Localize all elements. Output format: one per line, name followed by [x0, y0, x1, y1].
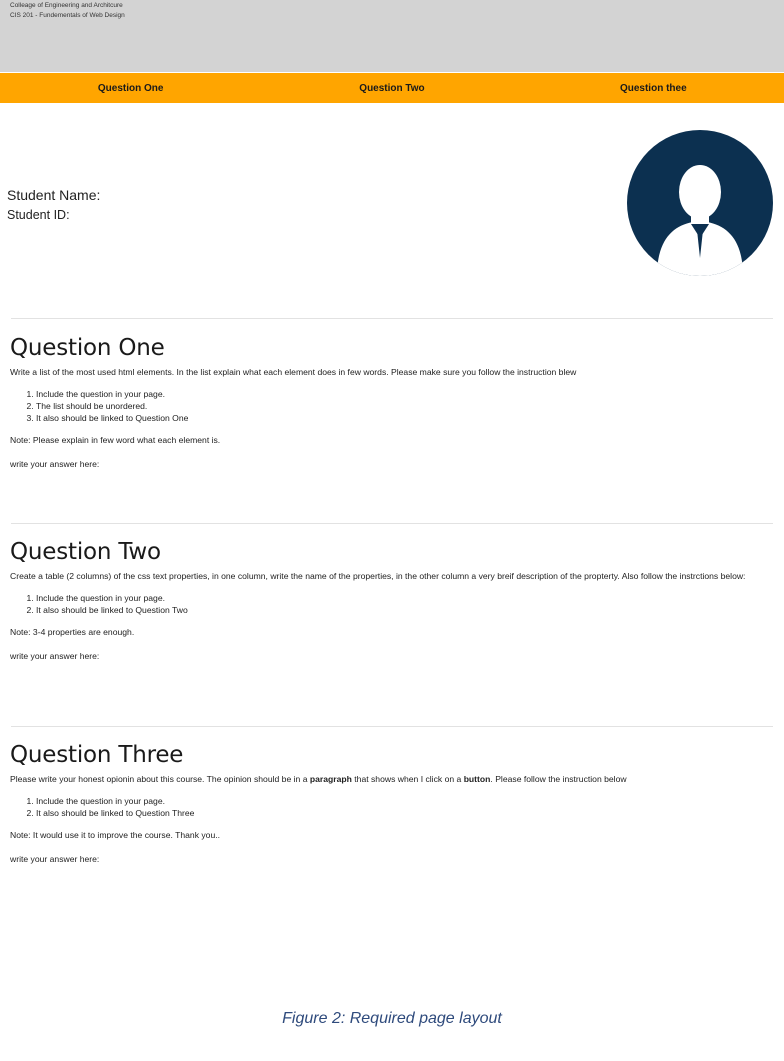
question-two-title: Question Two: [10, 539, 161, 565]
divider: [11, 318, 773, 319]
question-three-answer: write your answer here:: [10, 854, 100, 864]
user-avatar-icon: [627, 130, 773, 276]
text-span: that shows when I click on a: [351, 774, 464, 784]
question-two-note: Note: 3-4 properties are enough.: [10, 627, 135, 637]
bold-paragraph-word: paragraph: [309, 774, 352, 784]
nav-link-question-one[interactable]: Question One: [97, 82, 164, 94]
figure-caption: Figure 2: Required page layout: [282, 1010, 502, 1027]
nav-bar: [0, 73, 784, 103]
college-name: Colleage of Engineering and Architcure: [10, 2, 123, 9]
question-one-instructions: [10, 388, 774, 424]
list-item: 2. It also should be linked to Question Two: [36, 604, 774, 616]
student-id-label: Student ID:: [7, 208, 70, 222]
question-two-section: [10, 537, 774, 663]
avatar: [627, 130, 773, 276]
question-two-answer: write your answer here:: [10, 651, 100, 661]
question-three-text: [10, 773, 774, 786]
divider: [11, 726, 773, 727]
question-one-text: Write a list of the most used html elements. In the list explain what each element does in few words. Please make sure you follow the instruction blew: [10, 367, 577, 377]
question-one-answer: write your answer here:: [10, 459, 100, 469]
question-two-instructions: [10, 592, 774, 616]
nav-link-question-three[interactable]: Question thee: [619, 82, 687, 94]
question-one-section: [10, 333, 774, 471]
question-three-section: [10, 740, 774, 866]
bold-button-word: button: [463, 774, 491, 784]
question-one-note: Note: Please explain in few word what each element is.: [10, 435, 221, 445]
nav-link-question-two[interactable]: Question Two: [359, 82, 425, 94]
question-three-note: Note: It would use it to improve the course. Thank you..: [10, 830, 221, 840]
question-three-instructions: [10, 795, 774, 819]
question-three-title: Question Three: [10, 742, 184, 768]
page-header: [0, 0, 784, 72]
list-item: 1. Include the question in your page.: [36, 592, 774, 604]
list-item: 2. The list should be unordered.: [36, 400, 774, 412]
course-name: CIS 201 - Fundementals of Web Design: [10, 12, 125, 19]
question-one-title: Question One: [10, 335, 165, 361]
list-item: 1. Include the question in your page.: [36, 795, 774, 807]
text-span: Please write your honest opionin about this course. The opinion should be in a: [10, 774, 310, 784]
student-name-label: Student Name:: [7, 187, 101, 203]
text-span: . Please follow the instruction below: [490, 774, 627, 784]
list-item: 3. It also should be linked to Question One: [36, 412, 774, 424]
list-item: 2. It also should be linked to Question Three: [36, 807, 774, 819]
student-info: [7, 186, 100, 224]
question-two-text: Create a table (2 columns) of the css text properties, in one column, write the name of the properties, in the other column a very breif description of the propterty. Also follow the instrctions below:: [10, 571, 746, 581]
divider: [11, 523, 773, 524]
list-item: 1. Include the question in your page.: [36, 388, 774, 400]
